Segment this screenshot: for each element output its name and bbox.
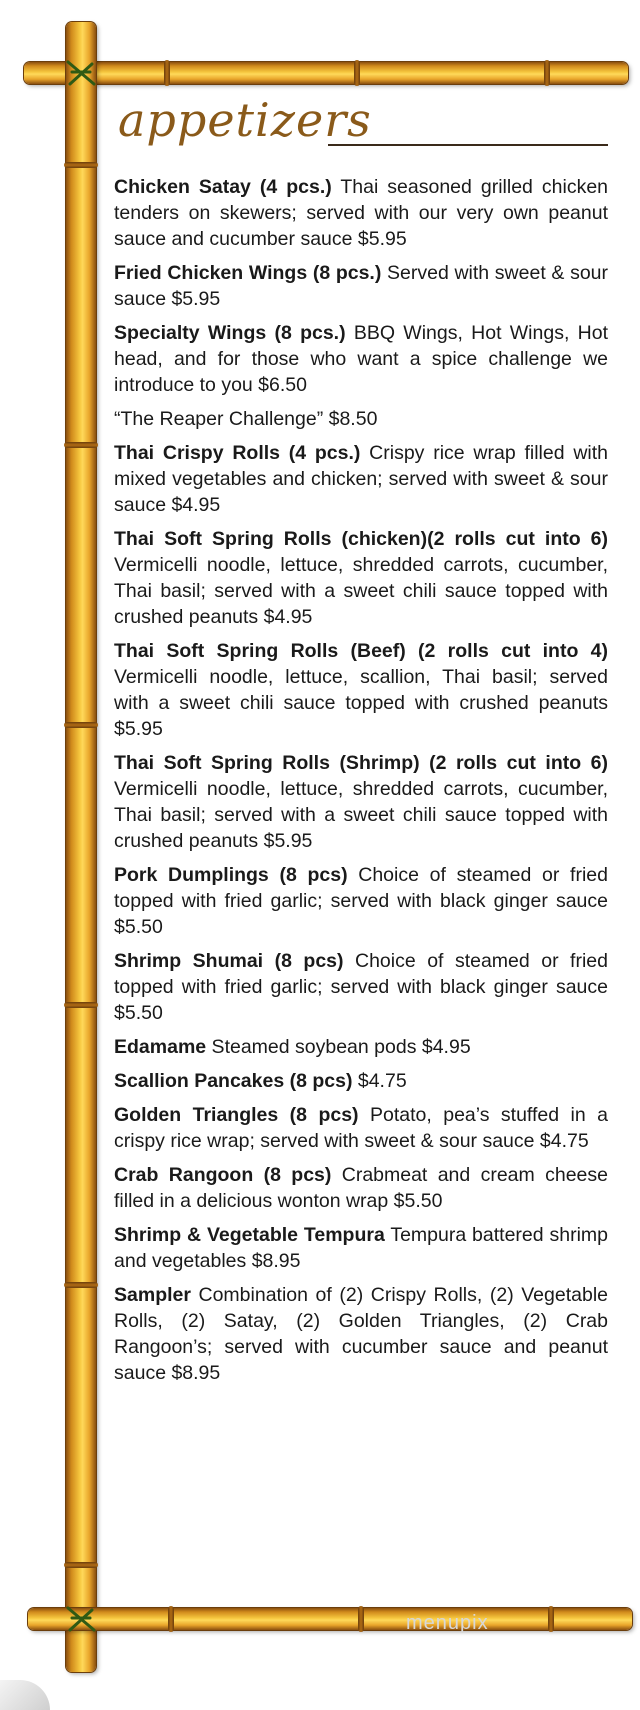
menu-item-name: Sampler xyxy=(114,1284,191,1306)
menu-item-name: Thai Crispy Rolls (4 pcs.) xyxy=(114,442,361,464)
section-title: appetizers xyxy=(118,93,372,147)
menu-item-description: Tempura battered shrimp and vegetables $8.95 xyxy=(114,1224,608,1272)
menu-item xyxy=(114,750,608,854)
plate-decoration xyxy=(0,1680,50,1710)
menu-item-name: Thai Soft Spring Rolls (chicken)(2 rolls cut into 6) xyxy=(114,528,608,550)
menu-item-description: Vermicelli noodle, lettuce, scallion, Thai basil; served with a sweet chili sauce topped with crushed peanuts $5.95 xyxy=(114,666,608,740)
menu-item xyxy=(114,440,608,518)
menu-item xyxy=(114,526,608,630)
menu-item-description: “The Reaper Challenge” $8.50 xyxy=(114,408,378,430)
section-header xyxy=(118,92,608,152)
twine-lash-top-icon xyxy=(66,58,96,88)
menu-item-description: Vermicelli noodle, lettuce, shredded carrots, cucumber, Thai basil; served with a sweet chili sauce topped with crushed peanuts $4.95 xyxy=(114,554,608,628)
menu-item xyxy=(114,260,608,312)
watermark: menupix xyxy=(406,1612,489,1634)
bamboo-top-bar xyxy=(24,62,628,84)
menu-item-name: Golden Triangles (8 pcs) xyxy=(114,1104,359,1126)
menu-item-name: Scallion Pancakes (8 pcs) xyxy=(114,1070,353,1092)
menu-item-description: $4.75 xyxy=(352,1070,407,1092)
bamboo-left-pole xyxy=(66,22,96,1672)
menu-item-name: Chicken Satay (4 pcs.) xyxy=(114,176,332,198)
menu-item xyxy=(114,1222,608,1274)
menu-item xyxy=(114,948,608,1026)
menu-item-description: Choice of steamed or fried topped with fried garlic; served with black ginger sauce $5.50 xyxy=(114,950,608,1024)
menu-item-description: Steamed soybean pods $4.95 xyxy=(206,1036,471,1058)
menu-item-name: Specialty Wings (8 pcs.) xyxy=(114,322,346,344)
menu-item-name: Edamame xyxy=(114,1036,207,1058)
menu-item xyxy=(114,320,608,398)
menu-item-name: Shrimp & Vegetable Tempura xyxy=(114,1224,385,1246)
menu-item-description: Thai seasoned grilled chicken tenders on skewers; served with our very own peanut sauce and cucumber sauce $5.95 xyxy=(114,176,609,250)
appetizer-list xyxy=(114,174,608,1394)
menu-item-name: Thai Soft Spring Rolls (Shrimp) (2 rolls cut into 6) xyxy=(114,752,608,774)
menu-item-name: Pork Dumplings (8 pcs) xyxy=(114,864,348,886)
menu-item-name: Crab Rangoon (8 pcs) xyxy=(114,1164,332,1186)
menu-item-description: Combination of (2) Crispy Rolls, (2) Vegetable Rolls, (2) Satay, (2) Golden Triangles, (2) Crab Rangoon’s; served with cucumber sauce and peanut sauce $8.95 xyxy=(114,1284,608,1384)
menu-item-description: Vermicelli noodle, lettuce, shredded carrots, cucumber, Thai basil; served with a sweet chili sauce topped with crushed peanuts $5.95 xyxy=(114,778,608,852)
bamboo-bottom-bar xyxy=(28,1608,632,1630)
menu-item-name: Thai Soft Spring Rolls (Beef) (2 rolls cut into 4) xyxy=(114,640,608,662)
menu-item-description: BBQ Wings, Hot Wings, Hot head, and for those who want a spice challenge we introduce to you $6.50 xyxy=(114,322,608,396)
menu-item xyxy=(114,1068,608,1094)
menu-item xyxy=(114,1034,608,1060)
menu-item xyxy=(114,638,608,742)
menu-item-description: Choice of steamed or fried topped with fried garlic; served with black ginger sauce $5.50 xyxy=(114,864,608,938)
menu-item xyxy=(114,1162,608,1214)
header-divider xyxy=(328,144,608,146)
menu-item xyxy=(114,1282,608,1386)
menu-item xyxy=(114,1102,608,1154)
menu-item-name: Shrimp Shumai (8 pcs) xyxy=(114,950,344,972)
menu-item xyxy=(114,406,608,432)
menu-item xyxy=(114,174,608,252)
menu-item-description: Potato, pea’s stuffed in a crispy rice wrap; served with sweet & sour sauce $4.75 xyxy=(114,1104,609,1152)
menu-item-description: Served with sweet & sour sauce $5.95 xyxy=(114,262,609,310)
menu-item-description: Crispy rice wrap filled with mixed vegetables and chicken; served with sweet & sour sauce $4.95 xyxy=(114,442,608,516)
menu-item-name: Fried Chicken Wings (8 pcs.) xyxy=(114,262,382,284)
twine-lash-bottom-icon xyxy=(66,1604,96,1634)
menu-item-description: Crabmeat and cream cheese filled in a delicious wonton wrap $5.50 xyxy=(114,1164,608,1212)
menu-item xyxy=(114,862,608,940)
